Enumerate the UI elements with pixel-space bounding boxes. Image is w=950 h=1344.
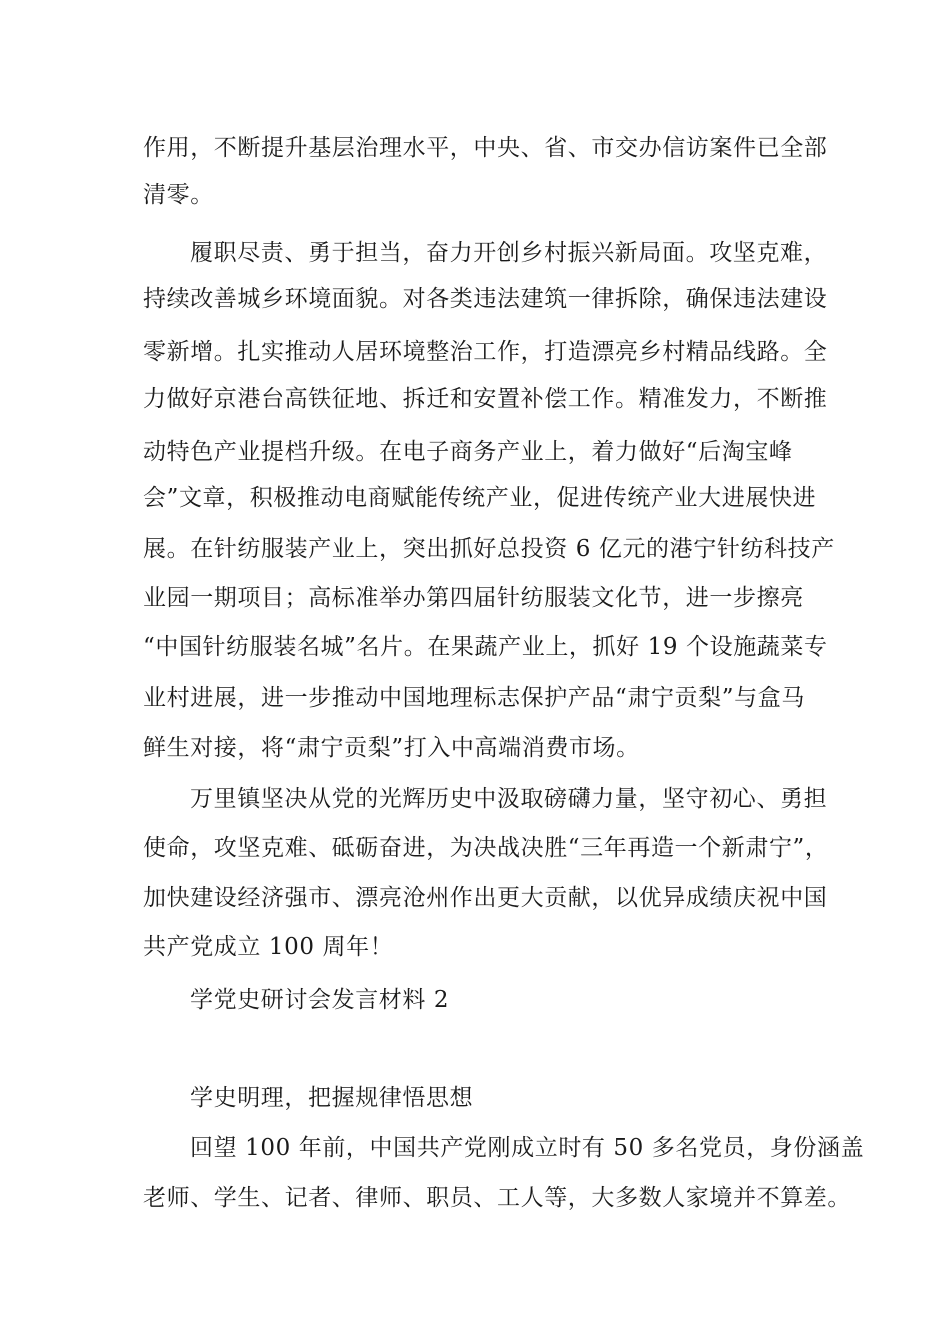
section-heading: 学史明理，把握规律悟思想 [190, 1085, 474, 1111]
section-title: 学党史研讨会发言材料 2 [190, 987, 450, 1013]
body-text-line: 业村进展，进一步推动中国地理标志保护产品“肃宁贡梨”与盒马 [143, 685, 805, 711]
body-text-line: 清零。 [143, 182, 214, 208]
body-text-line: “中国针纺服装名城”名片。在果蔬产业上，抓好 19 个设施蔬菜专 [143, 634, 828, 660]
body-text-line: 加快建设经济强市、漂亮沧州作出更大贡献，以优异成绩庆祝中国 [143, 885, 828, 911]
body-text-line: 持续改善城乡环境面貌。对各类违法建筑一律拆除，确保违法建设 [143, 286, 828, 312]
paragraph-first-line: 万里镇坚决从党的光辉历史中汲取磅礴力量，坚守初心、勇担 [190, 786, 828, 812]
body-text-line: 会”文章，积极推动电商赋能传统产业，促进传统产业大进展快进 [143, 485, 817, 511]
body-text-line: 作用，不断提升基层治理水平，中央、省、市交办信访案件已全部 [143, 135, 828, 161]
paragraph-first-line: 回望 100 年前，中国共产党刚成立时有 50 多名党员，身份涵盖 [190, 1135, 865, 1161]
body-text-line: 零新增。扎实推动人居环境整治工作，打造漂亮乡村精品线路。全 [143, 339, 828, 365]
body-text-line: 老师、学生、记者、律师、职员、工人等，大多数人家境并不算差。 [143, 1185, 851, 1211]
paragraph-first-line: 履职尽责、勇于担当，奋力开创乡村振兴新局面。攻坚克难， [190, 240, 828, 266]
body-text-line: 力做好京港台高铁征地、拆迁和安置补偿工作。精准发力，不断推 [143, 386, 828, 412]
body-text-line: 动特色产业提档升级。在电子商务产业上，着力做好“后淘宝峰 [143, 439, 793, 465]
body-text-line: 鲜生对接，将“肃宁贡梨”打入中高端消费市场。 [143, 735, 640, 761]
body-text-line: 共产党成立 100 周年！ [143, 934, 394, 960]
body-text-line: 使命，攻坚克难、砥砺奋进，为决战决胜“三年再造一个新肃宁”， [143, 835, 829, 861]
body-text-line: 业园一期项目；高标准举办第四届针纺服装文化节，进一步擦亮 [143, 585, 804, 611]
body-text-line: 展。在针纺服装产业上，突出抓好总投资 6 亿元的港宁针纺科技产 [143, 536, 835, 562]
